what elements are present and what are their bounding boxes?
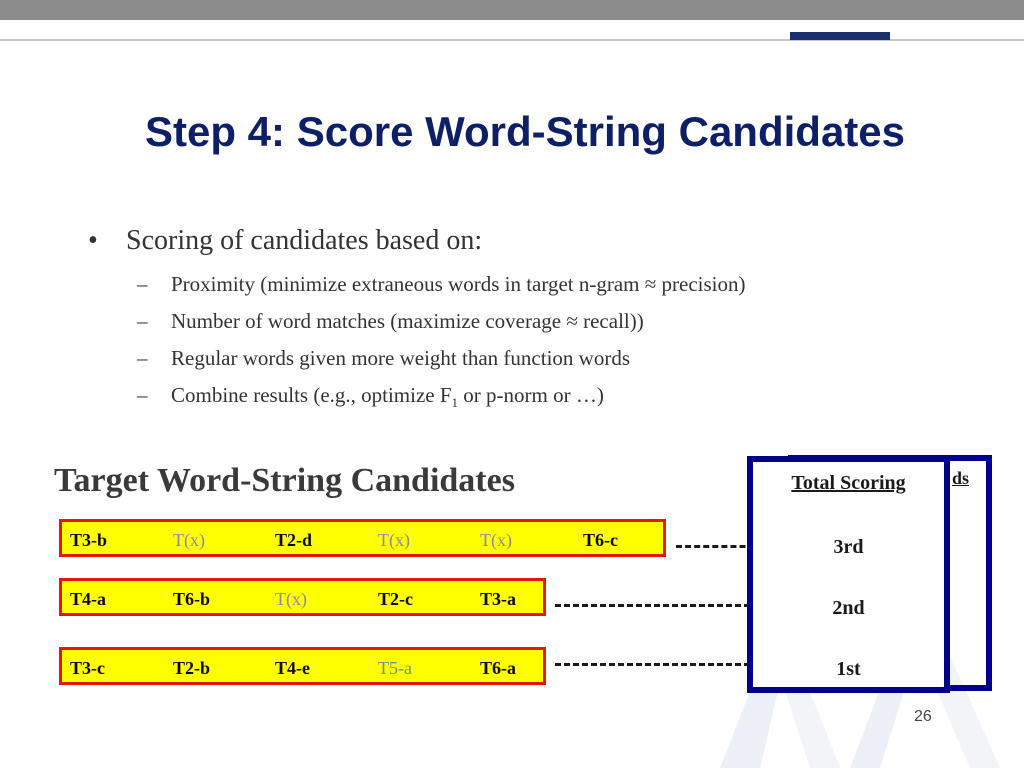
candidate-cell: T(x) xyxy=(378,530,410,550)
sub-bullet-list xyxy=(88,266,948,421)
sub-bullet-item xyxy=(137,303,948,340)
candidate-cell: T2-b xyxy=(173,658,211,678)
candidate-cell: T3-b xyxy=(70,530,108,550)
rank-label: 1st xyxy=(836,658,861,680)
scoring-box xyxy=(747,456,950,693)
sub-bullet-item xyxy=(137,266,948,303)
rank-label: 2nd xyxy=(832,597,865,619)
dash-marker: – xyxy=(137,383,148,407)
sub-bullet-text: Regular words given more weight than function words xyxy=(171,346,630,370)
dash-marker: – xyxy=(137,309,148,333)
accent-bar xyxy=(790,32,890,40)
candidate-cell: T4-e xyxy=(275,658,310,678)
rank-label: 3rd xyxy=(833,536,864,558)
page-number: 26 xyxy=(914,708,932,725)
candidate-cell: T3-a xyxy=(480,589,516,609)
back-box-label: ds xyxy=(951,468,969,488)
bullet-item xyxy=(88,222,948,260)
candidate-cell: T2-c xyxy=(378,589,413,609)
bullet-text: Scoring of candidates based on: xyxy=(126,225,483,256)
sub-bullet-text: Number of word matches (maximize coverage ≈ recall)) xyxy=(171,309,644,333)
sub-bullet-item xyxy=(137,340,948,377)
candidate-cell: T6-a xyxy=(480,658,516,678)
sub-bullet-text: Combine results (e.g., optimize F xyxy=(171,383,452,407)
sub-bullet-item xyxy=(137,377,948,421)
candidate-cell: T6-b xyxy=(173,589,211,609)
candidate-cell: T3-c xyxy=(70,658,105,678)
section-title: Target Word-String Candidates xyxy=(54,462,515,499)
bullet-dot: • xyxy=(88,225,98,256)
sub-bullet-tail: or p-norm or …) xyxy=(458,383,604,407)
sub-bullet-text: Proximity (minimize extraneous words in target n-gram ≈ precision) xyxy=(171,272,746,296)
candidate-cell: T6-c xyxy=(583,530,618,550)
candidate-cell: T(x) xyxy=(275,589,307,609)
slide-title: Step 4: Score Word-String Candidates xyxy=(145,108,905,155)
candidate-row-2 xyxy=(59,578,546,616)
dash-marker: – xyxy=(137,346,148,370)
dash-marker: – xyxy=(137,272,148,296)
candidate-row-1 xyxy=(59,519,666,557)
candidate-row-3 xyxy=(59,647,546,685)
top-bar xyxy=(0,0,1024,20)
candidate-cell: T2-d xyxy=(275,530,313,550)
candidate-cell: T(x) xyxy=(480,530,512,550)
candidate-cell: T4-a xyxy=(70,589,106,609)
bullet-list xyxy=(88,222,948,421)
candidate-cell: T5-a xyxy=(378,658,412,678)
subscript: 1 xyxy=(451,395,459,411)
candidate-cell: T(x) xyxy=(173,530,205,550)
scoring-header: Total Scoring xyxy=(791,472,906,494)
